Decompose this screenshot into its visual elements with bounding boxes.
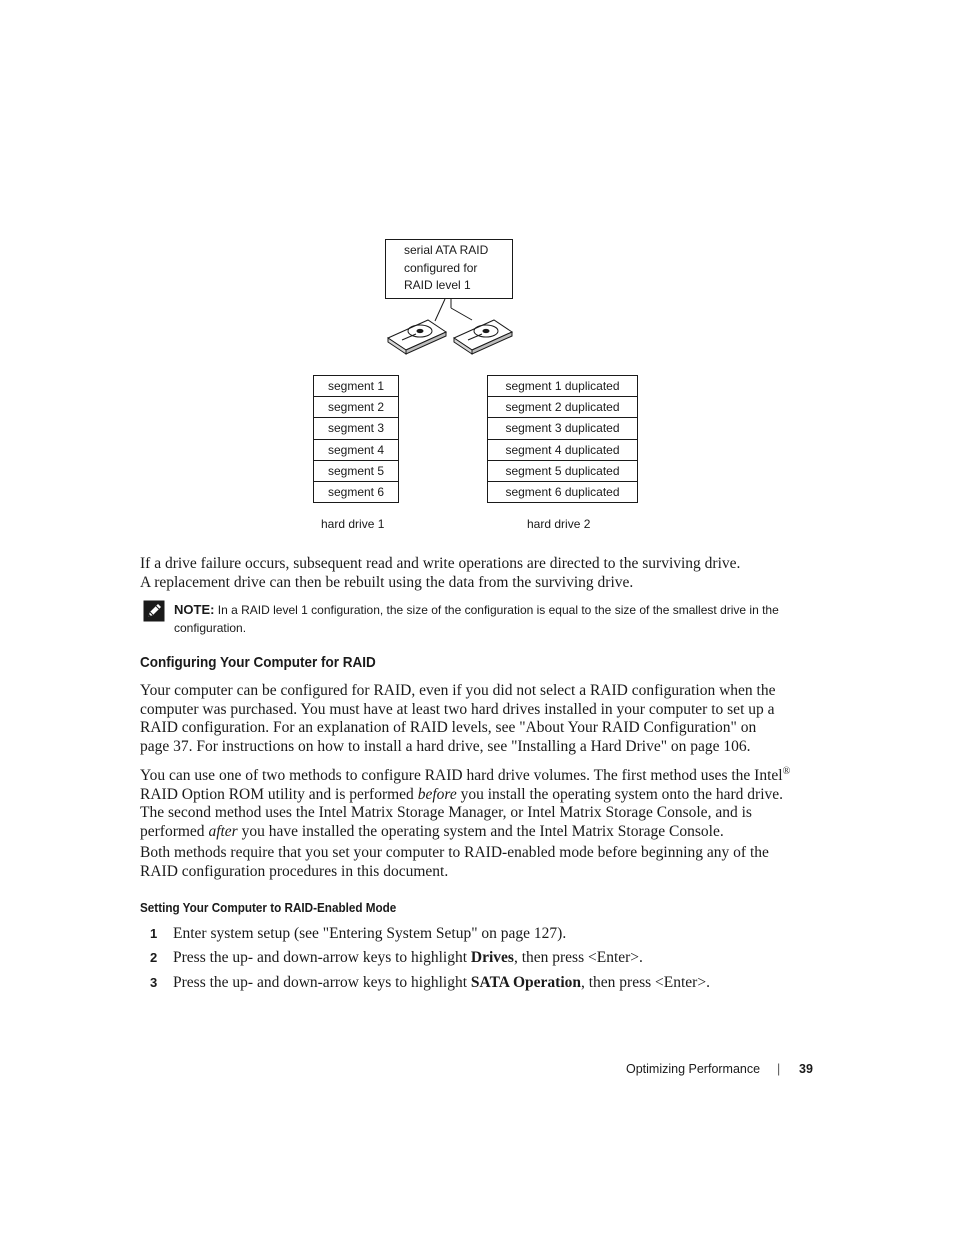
drive1-segment: segment 6 <box>327 484 385 499</box>
step-text: Press the up- and down-arrow keys to highlight <box>173 949 471 966</box>
subsection-heading: Setting Your Computer to RAID-Enabled Mode <box>140 900 397 915</box>
drive1-segment: segment 1 <box>314 376 398 397</box>
drive1-segment: segment 2 <box>314 397 398 418</box>
step-text: Enter system setup (see "Entering System Setup" on page 127). <box>173 925 567 942</box>
note-line <box>174 601 824 620</box>
raid-box-line: RAID level 1 <box>404 278 471 292</box>
drive2-segment: segment 4 duplicated <box>488 440 637 461</box>
drive1-segment: segment 5 <box>314 461 398 482</box>
raid-mode-paragraph <box>140 844 820 881</box>
text-line: computer was purchased. You must have at least two hard drives installed in your computer to set up a <box>140 700 775 718</box>
text-segment: RAID Option ROM utility and is performed <box>140 785 418 803</box>
intro-paragraph <box>140 555 820 592</box>
footer-section-title: Optimizing Performance <box>626 1062 761 1076</box>
text-line: Both methods require that you set your computer to RAID-enabled mode before beginning any of the <box>140 844 769 861</box>
text-line: RAID configuration procedures in this document. <box>140 862 449 880</box>
step-number: 3 <box>150 975 158 990</box>
text-segment: you have installed the operating system and the Intel Matrix Storage Console. <box>237 822 724 840</box>
raid-box-line: serial ATA RAID <box>404 243 489 257</box>
drive1-segment: segment 3 <box>314 418 398 439</box>
note-label: NOTE: <box>174 602 215 617</box>
text-segment: You can use one of two methods to configure RAID hard drive volumes. The first method uses the Intel <box>140 767 783 785</box>
methods-paragraph <box>140 763 820 842</box>
page-number: 39 <box>799 1062 813 1076</box>
step-item <box>150 949 643 967</box>
note-block <box>174 601 824 637</box>
drive2-segment: segment 6 duplicated <box>505 484 620 499</box>
drive2-segment: segment 2 duplicated <box>488 397 637 418</box>
emphasis-before: before <box>417 785 457 803</box>
drive2-segment: segment 3 duplicated <box>488 418 637 439</box>
step-text: , then press <Enter>. <box>581 974 710 991</box>
text-segment: performed <box>140 822 209 840</box>
connector-line-drive2-branch <box>451 308 472 320</box>
raid-config-paragraph <box>140 682 820 756</box>
text-line <box>140 823 820 842</box>
note-pencil-icon <box>143 600 165 622</box>
step-text: Press the up- and down-arrow keys to highlight <box>173 974 471 991</box>
hard-drive-2-icon <box>454 320 512 354</box>
step-keyword: SATA Operation <box>470 974 581 991</box>
hard-drives-illustration <box>380 298 520 360</box>
text-line <box>140 763 820 786</box>
text-line: A replacement drive can then be rebuilt using the data from the surviving drive. <box>140 573 634 591</box>
step-item <box>150 974 710 992</box>
text-line: RAID configuration. For an explanation of RAID levels, see "About Your RAID Configuration" on <box>140 719 757 737</box>
section-heading: Configuring Your Computer for RAID <box>140 654 376 671</box>
step-item <box>150 925 566 943</box>
hard-drive-1-label: hard drive 1 <box>321 517 385 531</box>
drive2-segment-table <box>487 375 638 503</box>
text-line: If a drive failure occurs, subsequent read and write operations are directed to the surviving drive. <box>140 555 741 572</box>
note-line: configuration. <box>174 620 247 635</box>
raid-config-box <box>385 239 513 299</box>
step-number: 2 <box>150 950 158 965</box>
text-line <box>140 786 820 805</box>
note-text: In a RAID level 1 configuration, the size of the configuration is equal to the size of the smallest drive in the <box>214 603 779 617</box>
drive2-segment: segment 5 duplicated <box>488 461 637 482</box>
hard-drive-1-icon <box>388 320 446 354</box>
step-number: 1 <box>150 926 158 941</box>
text-line: page 37. For instructions on how to install a hard drive, see "Installing a Hard Drive" on page 106. <box>140 737 751 755</box>
text-segment: you install the operating system onto the hard drive. <box>456 785 784 803</box>
drive1-segment: segment 4 <box>314 440 398 461</box>
raid-box-line: configured for <box>404 260 478 275</box>
step-text: , then press <Enter>. <box>513 949 643 966</box>
registered-mark: ® <box>782 766 791 777</box>
hard-drive-2-label: hard drive 2 <box>527 517 591 531</box>
text-line: The second method uses the Intel Matrix Storage Manager, or Intel Matrix Storage Console, and is <box>140 804 752 822</box>
step-keyword: Drives <box>470 949 514 966</box>
drive1-segment-table <box>313 375 399 503</box>
drive2-segment: segment 1 duplicated <box>488 376 637 397</box>
emphasis-after: after <box>208 822 238 840</box>
connector-line-drive1 <box>435 299 445 321</box>
footer-separator: | <box>777 1062 781 1076</box>
text-line: Your computer can be configured for RAID, even if you did not select a RAID configuration when the <box>140 682 776 699</box>
